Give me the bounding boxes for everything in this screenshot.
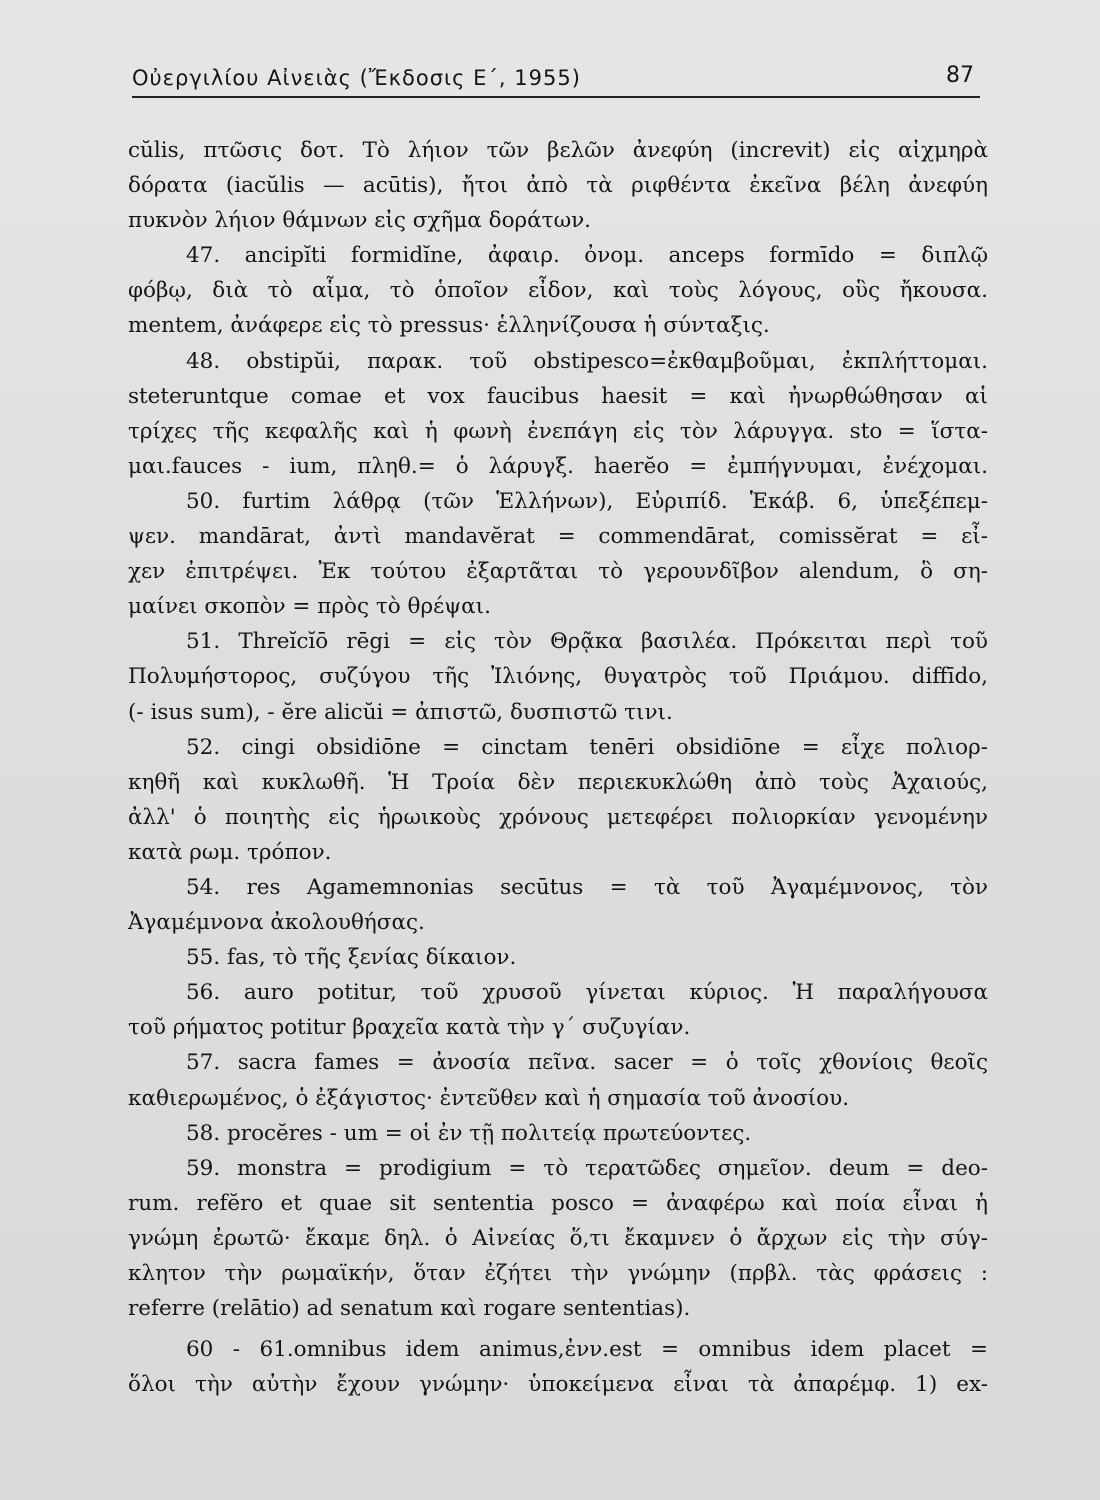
running-header — [132, 60, 980, 98]
text-line: 57. sacra fames = ἀνοσία πεῖνα. sacer = ὁ τοῖς χθονίοις θεοῖς — [186, 1050, 988, 1076]
text-line: 55. fas, τὸ τῆς ξενίας δίκαιον. — [186, 945, 517, 971]
text-line: μαι.fauces - ium, πληθ.= ὁ λάρυγξ. haerĕo = ἐμπήγνυμαι, ἐνέχομαι. — [128, 453, 988, 479]
text-line: cŭlis, πτῶσις δοτ. Τὸ λήιον τῶν βελῶν ἀνεφύη (increvit) εἰς αἰχμηρὰ — [128, 138, 988, 163]
text-line: 58. procĕres - um = οἱ ἐν τῇ πολιτείᾳ πρωτεύοντες. — [186, 1120, 752, 1146]
text-line: χεν ἐπιτρέψει. Ἐκ τούτου ἐξαρτᾶται τὸ γερουνδῖβον alendum, ὃ ση- — [128, 559, 988, 585]
text-line: γνώμη ἐρωτῶ· ἔκαμε δηλ. ὁ Αἰνείας ὅ,τι ἔκαμνεν ὁ ἄρχων εἰς τὴν σύγ- — [128, 1225, 988, 1251]
text-line: 52. cingi obsidiōne = cinctam tenēri obsidiōne = εἶχε πολιορ- — [186, 734, 988, 760]
text-line: mentem, ἀνάφερε εἰς τὸ pressus· ἑλληνίζουσα ἡ σύνταξις. — [128, 313, 770, 339]
text-line: τοῦ ρήματος potitur βραχεῖα κατὰ τὴν γ΄ συζυγίαν. — [128, 1015, 691, 1041]
text-line: φόβῳ, διὰ τὸ αἷμα, τὸ ὁποῖον εἶδον, καὶ τοὺς λόγους, οὓς ἤκουσα. — [128, 278, 988, 304]
body-text — [128, 133, 988, 1402]
text-line: πυκνὸν λήιον θάμνων εἰς σχῆμα δοράτων. — [128, 208, 592, 234]
text-line: steteruntque comae et vox faucibus haesit = καὶ ἠνωρθώθησαν αἱ — [128, 383, 988, 409]
text-line: 59. monstra = prodigium = τὸ τερατῶδες σημεῖον. deum = deo- — [186, 1155, 988, 1181]
text-line: (- isus sum), - ĕre alicŭi = ἀπιστῶ, δυσπιστῶ τινι. — [128, 699, 673, 725]
text-line: δόρατα (iacŭlis — acūtis), ἤτοι ἀπὸ τὰ ριφθέντα ἐκεῖνα βέλη ἀνεφύη — [128, 173, 988, 199]
text-line: 51. Threĭcĭō rēgi = εἰς τὸν Θρᾷκα βασιλέα. Πρόκειται περὶ τοῦ — [186, 629, 988, 655]
text-line: 50. furtim λάθρᾳ (τῶν Ἑλλήνων), Εὐριπίδ. Ἑκάβ. 6, ὑπεξέπεμ- — [186, 488, 988, 514]
text-line: κατὰ ρωμ. τρόπον. — [128, 839, 332, 865]
text-line: ψεν. mandārat, ἀντὶ mandavĕrat = commendārat, comissĕrat = εἶ- — [128, 524, 988, 550]
text-line: κλητον τὴν ρωμαϊκήν, ὅταν ἐζήτει τὴν γνώμην (πρβλ. τὰς φράσεις : — [128, 1261, 988, 1286]
text-line: Πολυμήστορος, συζύγου τῆς Ἰλιόνης, θυγατρὸς τοῦ Πριάμου. diffīdo, — [128, 664, 988, 690]
page-number: 87 — [946, 63, 974, 88]
text-line: ἀλλ' ὁ ποιητὴς εἰς ἡρωικοὺς χρόνους μετεφέρει πολιορκίαν γενομένην — [128, 804, 988, 830]
text-line: καθιερωμένος, ὁ ἐξάγιστος· ἐντεῦθεν καὶ ἡ σημασία τοῦ ἀνοσίου. — [128, 1085, 850, 1111]
text-line: 48. obstipŭi, παρακ. τοῦ obstipesco=ἐκθαμβοῦμαι, ἐκπλήττομαι. — [186, 348, 988, 374]
text-line: ὅλοι τὴν αὐτὴν ἔχουν γνώμην· ὑποκείμενα εἶναι τὰ ἀπαρέμφ. 1) ex- — [128, 1372, 988, 1398]
text-line: referre (relātio) ad senatum καὶ rogare sententias). — [128, 1296, 691, 1322]
text-line: Ἀγαμέμνονα ἀκολουθήσας. — [128, 910, 425, 936]
text-line: τρίχες τῆς κεφαλῆς καὶ ἡ φωνὴ ἐνεπάγη εἰς τὸν λάρυγγα. sto = ἵστα- — [128, 418, 988, 444]
text-line: rum. refĕro et quae sit sententia posco = ἀναφέρω καὶ ποία εἶναι ἡ — [128, 1190, 988, 1216]
text-line: 47. ancipĭti formidĭne, ἀφαιρ. ὀνομ. anceps formīdo = διπλῷ — [186, 243, 988, 269]
text-line: 54. res Agamemnonias secūtus = τὰ τοῦ Ἀγαμέμνονος, τὸν — [186, 874, 988, 900]
text-line: κηθῆ καὶ κυκλωθῆ. Ἡ Τροία δὲν περιεκυκλώθη ἀπὸ τοὺς Ἀχαιούς, — [128, 769, 988, 795]
header-title: Οὐεργιλίου Αἰνειὰς (Ἔκδοσις Ε΄, 1955) — [132, 66, 581, 90]
text-line: μαίνει σκοπὸν = πρὸς τὸ θρέψαι. — [128, 594, 491, 620]
text-line: 60 - 61.omnibus idem animus,ἐνν.est = omnibus idem placet = — [186, 1337, 988, 1363]
text-line: 56. auro potitur, τοῦ χρυσοῦ γίνεται κύριος. Ἡ παραλήγουσα — [186, 980, 988, 1006]
